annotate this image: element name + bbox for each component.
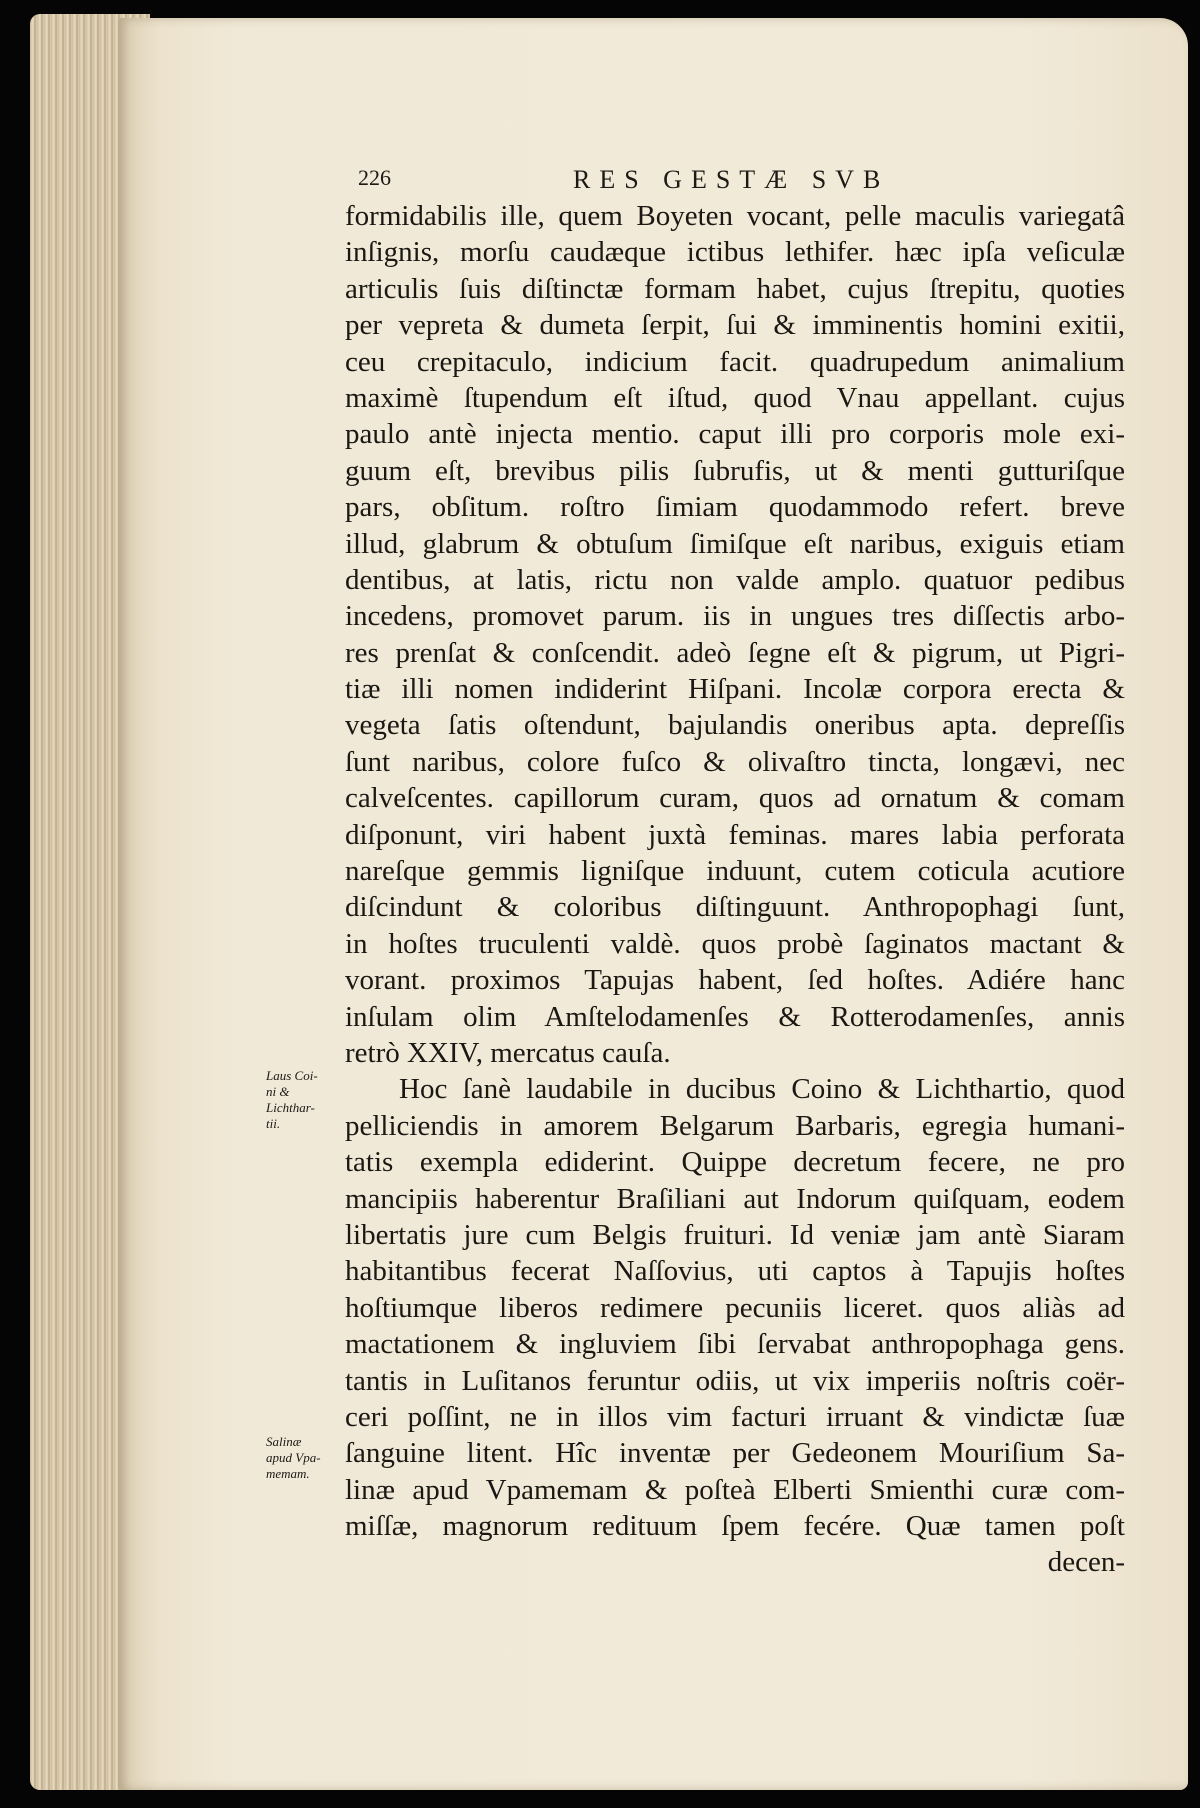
margin-note-line: Salinæ xyxy=(266,1434,302,1449)
page-number: 226 xyxy=(358,165,391,190)
text-line: mactationem & ingluviem ſibi ſervabat anthropophaga gens. xyxy=(345,1328,1125,1361)
text-line: in hoſtes truculenti valdè. quos probè ſaginatos mactant & xyxy=(345,927,1125,960)
margin-note-line: tii. xyxy=(266,1116,281,1131)
text-line: ſunt naribus, colore fuſco & olivaſtro tincta, longævi, nec xyxy=(345,745,1125,778)
text-line: calveſcentes. capillorum curam, quos ad ornatum & comam xyxy=(345,782,1125,815)
text-line: articulis ſuis diſtinctæ formam habet, cujus ſtrepitu, quoties xyxy=(345,272,1125,305)
text-line: linæ apud Vpamemam & poſteà Elberti Smienthi curæ com- xyxy=(345,1473,1125,1506)
text-line: retrò XXIV, mercatus cauſa. xyxy=(345,1036,671,1069)
running-title: RES GESTÆ SVB xyxy=(573,165,890,194)
paragraph-start-line: Hoc ſanè laudabile in ducibus Coino & Lichthartio, quod xyxy=(399,1073,1125,1106)
text-line: paulo antè injecta mentio. caput illi pro corporis mole exi- xyxy=(345,418,1125,451)
text-line: maximè ſtupendum eſt iſtud, quod Vnau appellant. cujus xyxy=(345,381,1125,414)
text-line: pars, obſitum. roſtro ſimiam quodammodo refert. breve xyxy=(345,491,1125,524)
text-line: guum eſt, brevibus pilis ſubrufis, ut & menti gutturiſque xyxy=(345,454,1125,487)
margin-note-coino xyxy=(266,1068,341,1132)
body-text xyxy=(345,198,1125,1581)
text-line: ſanguine litent. Hîc inventæ per Gedeonem Mouriſium Sa- xyxy=(345,1437,1125,1470)
text-line: incedens, promovet parum. iis in ungues tres diſſectis arbo- xyxy=(345,600,1125,633)
text-line: dentibus, at latis, rictu non valde amplo. quatuor pedibus xyxy=(345,563,1125,596)
text-line: illud, glabrum & obtuſum ſimiſque eſt naribus, exiguis etiam xyxy=(345,527,1125,560)
text-line: libertatis jure cum Belgis fruituri. Id veniæ jam antè Siaram xyxy=(345,1218,1125,1251)
text-line: ceu crepitaculo, indicium facit. quadrupedum animalium xyxy=(345,345,1125,378)
text-line: habitantibus fecerat Naſſovius, uti captos à Tapujis hoſtes xyxy=(345,1255,1125,1288)
text-line: hoſtiumque liberos redimere pecuniis liceret. quos aliàs ad xyxy=(345,1291,1125,1324)
text-line: tatis exempla ediderint. Quippe decretum fecere, ne pro xyxy=(345,1146,1125,1179)
text-line: miſſæ, magnorum redituum ſpem fecére. Quæ tamen poſt xyxy=(345,1510,1125,1543)
margin-note-line: apud Vpa- xyxy=(266,1450,321,1465)
text-line: nareſque gemmis ligniſque induunt, cutem coticula acutiore xyxy=(345,855,1125,888)
text-line: diſcindunt & coloribus diſtinguunt. Anthropophagi ſunt, xyxy=(345,891,1125,924)
text-line: ceri poſſint, ne in illos vim facturi irruant & vindictæ ſuæ xyxy=(345,1400,1125,1433)
text-line: mancipiis haberentur Braſiliani aut Indorum quiſquam, eodem xyxy=(345,1182,1125,1215)
page-header xyxy=(358,165,998,195)
text-line: formidabilis ille, quem Boyeten vocant, pelle maculis variegatâ xyxy=(345,200,1125,232)
margin-note-line: Laus Coi- xyxy=(266,1068,318,1083)
text-line: diſponunt, viri habent juxtà feminas. mares labia perforata xyxy=(345,818,1125,851)
text-line: inſulam olim Amſtelodamenſes & Rotterodamenſes, annis xyxy=(345,1000,1125,1033)
catchword: decen- xyxy=(1047,1546,1125,1579)
margin-note-salinae xyxy=(266,1434,341,1482)
text-line: res prenſat & conſcendit. adeò ſegne eſt & pigrum, ut Pigri- xyxy=(345,636,1125,669)
margin-note-line: ni & xyxy=(266,1084,290,1099)
text-line: tantis in Luſitanos feruntur odiis, ut vix imperiis noſtris coër- xyxy=(345,1364,1125,1397)
text-line: pelliciendis in amorem Belgarum Barbaris, egregia humani- xyxy=(345,1109,1125,1142)
text-line: inſignis, morſu caudæque ictibus lethifer. hæc ipſa veſiculæ xyxy=(345,236,1125,269)
margin-note-line: memam. xyxy=(266,1466,310,1481)
text-line: vorant. proximos Tapujas habent, ſed hoſtes. Adiére hanc xyxy=(345,964,1125,997)
text-line: tiæ illi nomen indiderint Hiſpani. Incolæ corpora erecta & xyxy=(345,673,1125,706)
text-line: per vepreta & dumeta ſerpit, ſui & imminentis homini exitii, xyxy=(345,309,1125,342)
margin-note-line: Lichthar- xyxy=(266,1100,315,1115)
text-line: vegeta ſatis oſtendunt, bajulandis oneribus apta. depreſſis xyxy=(345,709,1125,742)
